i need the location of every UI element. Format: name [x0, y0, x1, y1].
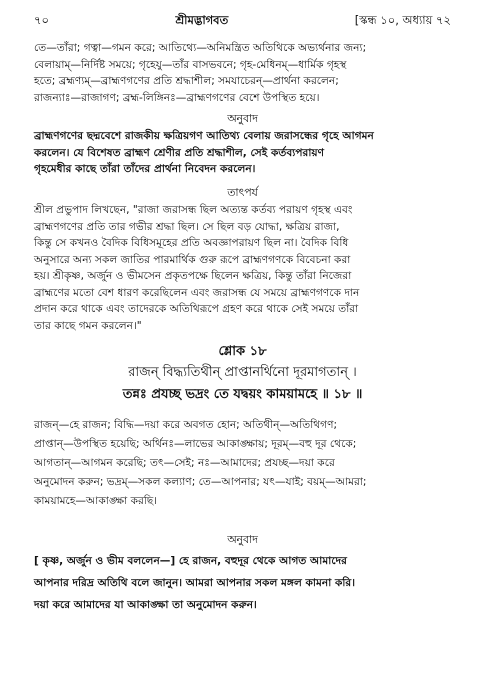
translation-heading: অনুবাদ [227, 533, 258, 546]
translation-heading: অনুবাদ [227, 112, 258, 125]
purport-line: হয়। শ্রীকৃষ্ণ, অর্জুন ও ভীমসেন প্রকৃতপক্ষে ছিলেন ক্ষত্রিয়, কিন্তু তাঁরা নিজেরা [34, 270, 352, 282]
verse-heading: শ্লোক ১৮ [218, 344, 267, 359]
verse-line: রাজন্ বিদ্ধ্যতিথীন্ প্রাপ্তানর্থিনো দূরমাগতান্ । [128, 365, 357, 380]
synonym-line: রাজন্—হে রাজন; বিদ্ধি—দয়া করে অবগত হোন; অতিথীন্—অতিথিগণ; [34, 419, 338, 431]
translation-line: আপনার দরিদ্র অতিথি বলে জানুন। আমরা আপনার সকল মঙ্গল কামনা করি। [34, 577, 356, 589]
synonym-line: বেলায়াম্—নির্দিষ্ট সময়ে; গৃহেযু—তাঁর বাসভবনে; গৃহ-মেধিনম্—ধার্মিক গৃহস্থ [34, 58, 347, 71]
synonyms-top [34, 40, 451, 106]
purport-line: শ্রীল প্রভুপাদ লিখছেন, "রাজা জরাসন্ধ ছিল অত্যন্ত কর্তব্য পরায়ণ গৃহস্থ এবং [34, 204, 353, 216]
verse-line: তন্নঃ প্রযচ্ছ ভদ্রং তে যদ্বয়ং কাময়ামহে ॥ ১৮ ॥ [122, 387, 363, 402]
synonym-line: অনুমোদন করুন; ভদ্রম্—সকল কল্যাণ; তে—আপনার; যৎ—যাই; বয়ম্—আমরা; [34, 476, 367, 488]
purport-line: ব্রাহ্মণগণের প্রতি তার গভীর শ্রদ্ধা ছিল। সে ছিল বড় যোদ্ধা, ক্ষত্রিয় রাজা, [34, 220, 340, 233]
translation-line: দয়া করে আমাদের যা আকাঙ্ক্ষা তা অনুমোদন করুন। [34, 599, 257, 611]
book-title: শ্রীমদ্ভাগবত [175, 13, 229, 27]
translation-line: ব্রাহ্মণগণের ছদ্মবেশে রাজকীয় ক্ষত্রিয়গণ আতিথ্য বেলায় জরাসন্ধের গৃহে আগমন [34, 130, 374, 142]
purport-line: তার কাছে গমন করলেন।" [34, 319, 142, 332]
synonym-line: রাজন্যাঃ—রাজাগণ; ব্রহ্ম-লিঙ্গিনঃ—ব্রাহ্মণগণের বেশে উপস্থিত হয়ে। [34, 91, 320, 104]
synonyms-verse [34, 416, 451, 511]
translation-text [34, 550, 451, 616]
purport-line: কিন্তু সে কখনও বৈদিক বিধিসমূহের প্রতি অবজ্ঞাপরায়ণ ছিল না। বৈদিক বিধি [34, 237, 349, 249]
chapter-reference: [স্কন্ধ ১০, অধ্যায় ৭২ [354, 13, 451, 27]
synonym-line: হতে; ব্রহ্মণ্যম্—ব্রাহ্মণগণের প্রতি শ্রদ্ধাশীল; সমযাচেরন্—প্রার্থনা করলেন; [34, 75, 339, 87]
page-number: ৭০ [34, 13, 49, 27]
purport-line: প্রদান করে থাকে এবং তাদেরকে অতিথিরূপে গ্রহণ করে থাকে সেই সময়ে তাঁরা [34, 303, 359, 315]
purport-heading: তাৎপর্য [227, 186, 258, 199]
purport-line: অনুসারে অন্য সকল জাতির পারমার্থিক গুরু রূপে ব্রাহ্মণগণকে বিবেচনা করা [34, 253, 351, 266]
synonym-line: কাময়ামহে—আকাঙ্ক্ষা করছি। [34, 495, 158, 507]
translation-line: [ কৃষ্ণ, অর্জুন ও ভীম বললেন—] হে রাজন, বহুদূর থেকে আগত আমাদের [34, 555, 348, 567]
translation-text [34, 128, 451, 178]
purport-text [34, 202, 451, 334]
synonym-line: প্রাপ্তান্—উপস্থিত হয়েছি; অর্থিনঃ—লাভের আকাঙ্ক্ষায়; দূরম্—বহু দূর থেকে; [34, 438, 357, 450]
purport-line: ব্রাহ্মণের মতো বেশ ধারণ করেছিলেন এবং জরাসন্ধ যে সময়ে ব্রাহ্মণগণকে দান [34, 286, 360, 299]
page-header [34, 12, 451, 31]
sanskrit-verse [34, 362, 451, 406]
synonym-line: তে—তাঁরা; গত্বা—গমন করে; আতিথ্যে—অনিমন্ত্রিত অতিথিকে অভ্যর্থনার জন্য; [34, 42, 367, 54]
translation-line: করলেন। যে বিশেষত ব্রাহ্মণ শ্রেণীর প্রতি শ্রদ্ধাশীল, সেই কর্তব্যপরায়ণ [34, 146, 325, 159]
synonym-line: আগতান্—আগমন করেছি; তৎ—সেই; নঃ—আমাদের; প্রযচ্ছ—দয়া করে [34, 457, 335, 469]
translation-line: গৃহমেধীর কাছে তাঁরা তাঁদের প্রার্থনা নিবেদন করলেন। [34, 163, 256, 175]
